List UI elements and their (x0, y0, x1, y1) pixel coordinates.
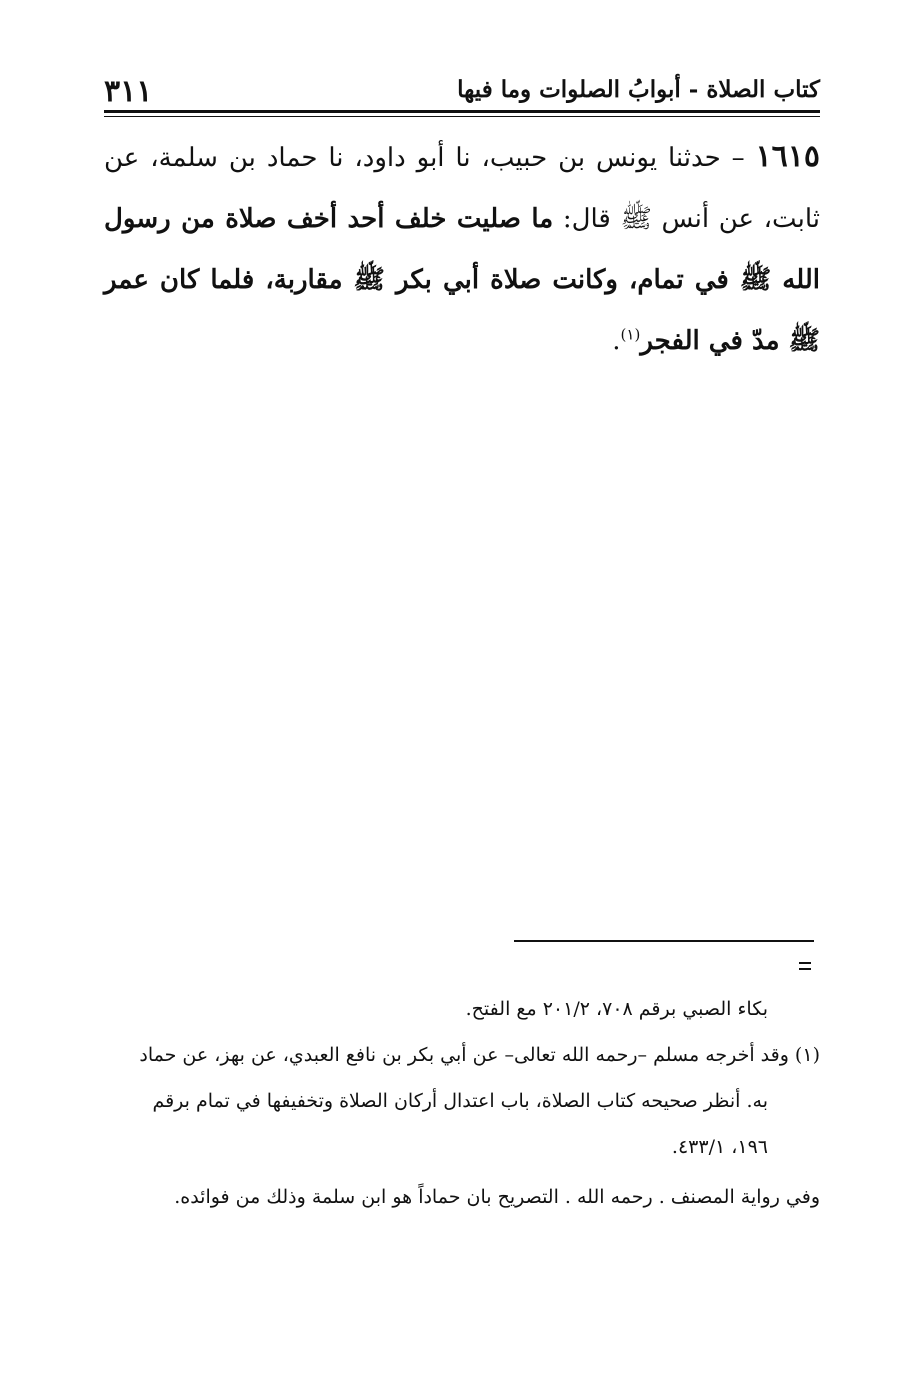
hadith-matn: ما صليت خلف أحد أخف صلاة من رسول الله ﷺ في تمام، وكانت صلاة أبي بكر ﷺ مقاربة، فلما كان عمر ﷺ مدّ في الفجر (104, 204, 820, 356)
hadith-dash: – (720, 143, 756, 173)
hadith-chain: حدثنا يونس بن حبيب، نا أبو داود، نا حماد بن سلمة، عن ثابت، عن أنس ﷺ قال: (104, 143, 820, 234)
footnotes (104, 986, 820, 1220)
footnote-reference: (١) (620, 325, 641, 344)
page-number: ٣١١ (104, 74, 153, 109)
footnote-separator (514, 940, 814, 942)
page-header (104, 70, 820, 110)
hadith-text (104, 126, 820, 372)
footnote-1-line-2: به. أنظر صحيحه كتاب الصلاة، باب اعتدال أركان الصلاة وتخفيفها في تمام برقم (152, 1090, 768, 1112)
header-rule-thick (104, 110, 820, 113)
footnote-continuation: بكاء الصبي برقم ٧٠٨، ٢٠١/٢ مع الفتح. (465, 998, 768, 1020)
footnote-1-line-1: (١) وقد أخرجه مسلم –رحمه الله تعالى– عن أبي بكر بن نافع العبدي، عن بهز، عن حماد (139, 1044, 820, 1066)
footnote-1-line-3: ١٩٦، ٤٣٣/١. (671, 1136, 768, 1158)
hadith-number: ١٦١٥ (755, 139, 820, 174)
hadith-end: . (612, 326, 621, 356)
footnote-extra-note: وفي رواية المصنف . رحمه الله . التصريح بان حماداً هو ابن سلمة وذلك من فوائده. (174, 1186, 820, 1208)
continuation-mark (799, 962, 811, 970)
header-rule-thin (104, 116, 820, 117)
running-title: كتاب الصلاة - أبوابُ الصلوات وما فيها (457, 76, 820, 103)
